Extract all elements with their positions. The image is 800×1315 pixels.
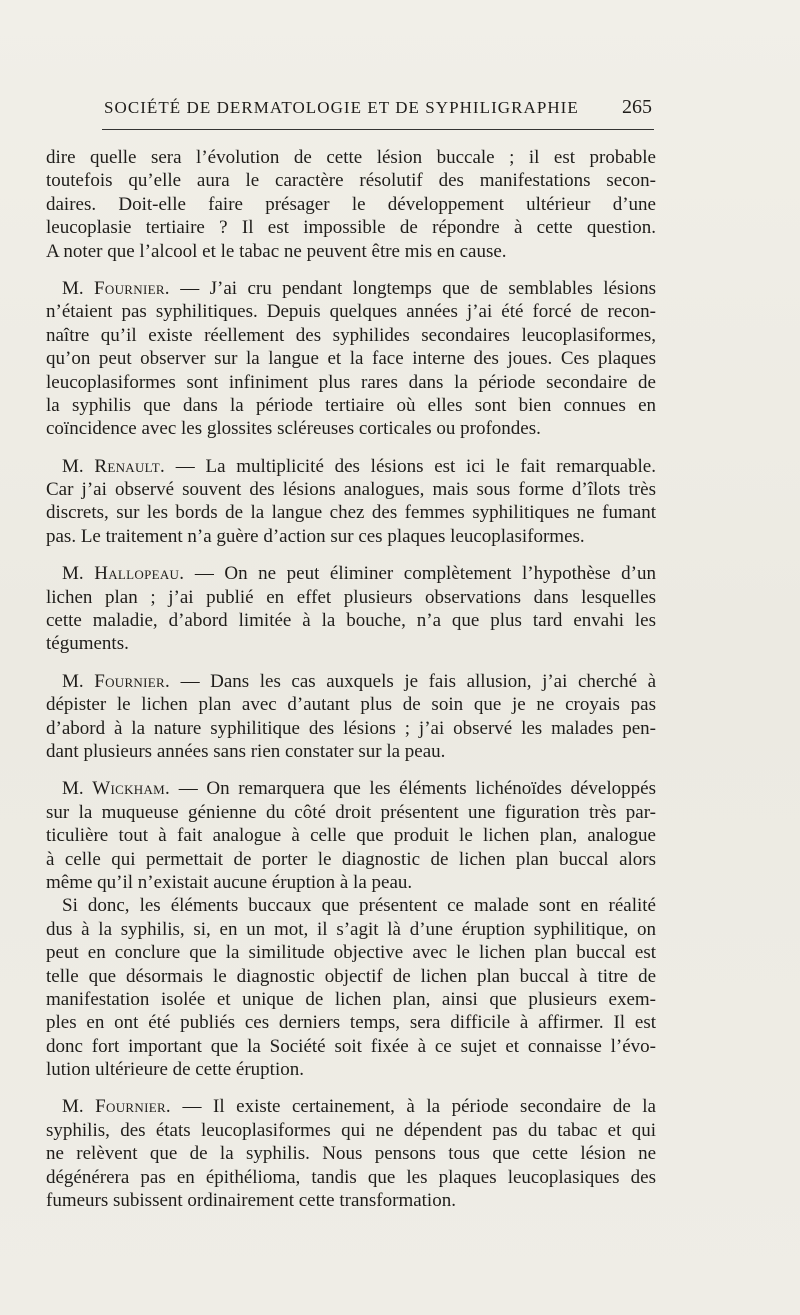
speaker-prefix: M.	[62, 670, 95, 692]
text-line	[46, 777, 656, 800]
text-line: la syphilis que dans la période tertiaire où elles sont bien connues en	[46, 394, 656, 416]
text-line: d’abord à la nature syphilitique des lésions ; j’ai observé les malades pen-	[46, 717, 656, 739]
paragraph	[46, 894, 656, 1081]
text-line: même qu’il n’existait aucune éruption à la peau.	[46, 871, 413, 893]
page-number: 265	[622, 96, 652, 118]
speaker-text: — La multiplicité des lésions est ici le fait remarquable.	[165, 455, 656, 477]
text-line: dégénérera pas en épithélioma, tandis que les plaques leucoplasiques des	[46, 1166, 656, 1188]
text-line: ne relèvent que de la syphilis. Nous pensons tous que cette lésion ne	[46, 1143, 656, 1165]
speaker-name: Fournier.	[94, 670, 171, 692]
text-line: syphilis, des états leucoplasiformes qui ne dépendent pas du tabac et qui	[46, 1119, 656, 1141]
speaker-prefix: M.	[62, 778, 93, 800]
text-line: ticulière tout à fait analogue à celle que produit le lichen plan, analogue	[46, 825, 656, 847]
speaker-prefix: M.	[62, 455, 95, 477]
speaker-name: Fournier.	[95, 1096, 171, 1118]
text-line: leucoplasiformes sont infiniment plus rares dans la période secondaire de	[46, 371, 656, 393]
text-line: donc fort important que la Société soit fixée à ce sujet et connaisse l’évo-	[46, 1035, 656, 1057]
speaker-text: — J’ai cru pendant longtemps que de semblables lésions	[169, 277, 656, 299]
running-head	[102, 96, 654, 124]
text-line: lution ultérieure de cette éruption.	[46, 1059, 304, 1081]
text-line: cette maladie, d’abord limitée à la bouche, n’a que plus tard envahi les	[46, 610, 656, 632]
text-line: manifestation isolée et unique de lichen plan, ainsi que plusieurs exem-	[46, 988, 656, 1010]
text-line	[46, 1095, 656, 1118]
text-line: pas. Le traitement n’a guère d’action sur ces plaques leucoplasiformes.	[46, 525, 585, 547]
speaker-paragraph	[46, 1095, 656, 1212]
text-line	[46, 277, 656, 300]
text-line: Si donc, les éléments buccaux que présentent ce malade sont en réalité	[62, 895, 656, 917]
header-rule	[102, 129, 654, 130]
speaker-prefix: M.	[62, 277, 95, 299]
text-line: A noter que l’alcool et le tabac ne peuvent être mis en cause.	[46, 240, 507, 262]
speaker-name: Renault.	[94, 455, 166, 477]
text-line: dépister le lichen plan avec d’autant plus de soin que je ne croyais pas	[46, 694, 656, 716]
text-line: dus à la syphilis, si, en un mot, il s’agit là d’une éruption syphilitique, on	[46, 918, 656, 940]
text-line: daires. Doit-elle faire présager le développement ultérieur d’une	[46, 193, 656, 215]
speaker-paragraph	[46, 777, 656, 894]
text-line: téguments.	[46, 633, 129, 655]
text-line: coïncidence avec les glossites scléreuses corticales ou profondes.	[46, 418, 541, 440]
text-line: dant plusieurs années sans rien constater sur la peau.	[46, 740, 446, 762]
speaker-name: Hallopeau.	[94, 563, 185, 585]
speaker-name: Wickham.	[92, 778, 171, 800]
speaker-prefix: M.	[62, 563, 95, 585]
text-line: n’étaient pas syphilitiques. Depuis quelques années j’ai été forcé de recon-	[46, 301, 656, 323]
speaker-prefix: M.	[62, 1096, 96, 1118]
text-line: toutefois qu’elle aura le caractère résolutif des manifestations secon-	[46, 170, 656, 192]
speaker-paragraph	[46, 455, 656, 549]
text-line	[46, 670, 656, 693]
speaker-paragraph	[46, 670, 656, 764]
text-line: peut en conclure que la similitude objective avec le lichen plan buccal est	[46, 942, 656, 964]
text-line: sur la muqueuse génienne du côté droit présentent une figuration très par-	[46, 801, 656, 823]
running-title: SOCIÉTÉ DE DERMATOLOGIE ET DE SYPHILIGRAPHIE	[104, 98, 579, 117]
body-text	[46, 146, 656, 1226]
speaker-name: Fournier.	[94, 277, 170, 299]
text-line: lichen plan ; j’ai publié en effet plusieurs observations dans lesquelles	[46, 586, 656, 608]
speaker-text: — Dans les cas auxquels je fais allusion, j’ai cherché à	[170, 670, 656, 692]
text-line: qu’on peut observer sur la langue et la face interne des joues. Ces plaques	[46, 348, 656, 370]
text-line: Car j’ai observé souvent des lésions analogues, mais sous forme d’îlots très	[46, 479, 656, 501]
text-line: telle que désormais le diagnostic objectif de lichen plan buccal à titre de	[46, 965, 656, 987]
text-line	[46, 562, 656, 585]
text-line: fumeurs subissent ordinairement cette transformation.	[46, 1190, 456, 1212]
speaker-text: — On ne peut éliminer complètement l’hypothèse d’un	[184, 563, 656, 585]
speaker-text: — On remarquera que les éléments lichénoïdes développés	[170, 778, 656, 800]
paragraph	[46, 146, 656, 263]
speaker-paragraph	[46, 562, 656, 656]
text-line: dire quelle sera l’évolution de cette lésion buccale ; il est probable	[46, 147, 656, 168]
text-line: discrets, sur les bords de la langue chez des femmes syphilitiques ne fumant	[46, 502, 656, 524]
text-line: naître qu’il existe réellement des syphilides secondaires leucoplasiformes,	[46, 324, 656, 346]
text-line: à celle qui permettait de porter le diagnostic de lichen plan buccal alors	[46, 848, 656, 870]
speaker-text: — Il existe certainement, à la période secondaire de la	[170, 1096, 656, 1118]
text-line	[46, 455, 656, 478]
text-line: leucoplasie tertiaire ? Il est impossible de répondre à cette question.	[46, 217, 656, 239]
speaker-paragraph	[46, 277, 656, 441]
text-line: ples en ont été publiés ces derniers temps, sera difficile à affirmer. Il est	[46, 1012, 656, 1034]
